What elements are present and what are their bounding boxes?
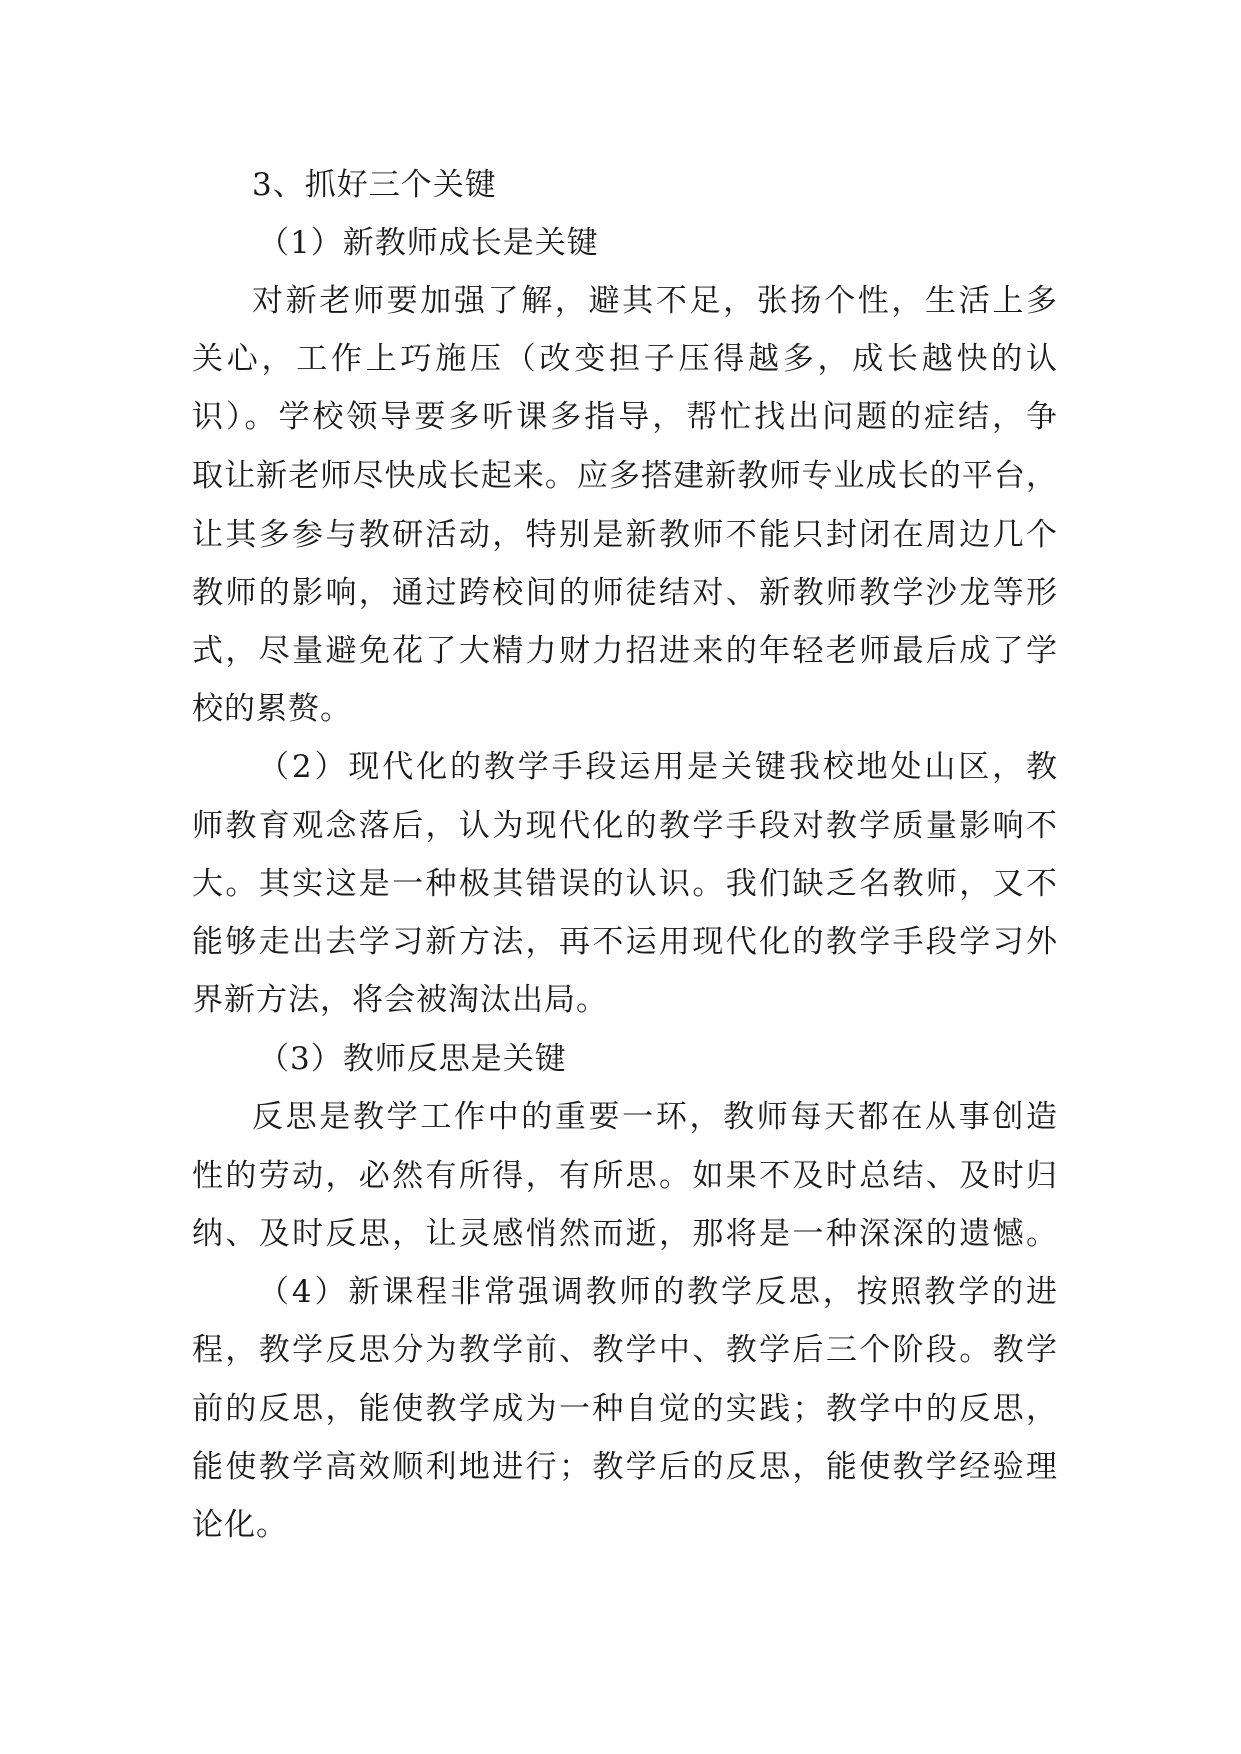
paragraph-1-line-5: 让其多参与教研活动，特别是新教师不能只封闭在周边几个 [192, 517, 1058, 553]
paragraph-1-line-2: 关心，工作上巧施压（改变担子压得越多，成长越快的认 [192, 341, 1058, 377]
paragraph-1-line-8: 校的累赘。 [192, 691, 352, 727]
paragraph-4-line-2: 程，教学反思分为教学前、教学中、教学后三个阶段。教学 [192, 1332, 1058, 1368]
paragraph-1-line-7: 式，尽量避免花了大精力财力招进来的年轻老师最后成了学 [192, 633, 1058, 669]
paragraph-4-line-4: 能使教学高效顺利地进行；教学后的反思，能使教学经验理 [192, 1449, 1058, 1485]
subsection-heading-3: （3）教师反思是关键 [258, 1041, 567, 1077]
paragraph-2-line-1: （2）现代化的教学手段运用是关键我校地处山区，教 [258, 749, 1058, 785]
paragraph-2-line-4: 能够走出去学习新方法，再不运用现代化的教学手段学习外 [192, 924, 1058, 960]
paragraph-3-line-3: 纳、及时反思，让灵感悄然而逝，那将是一种深深的遗憾。 [192, 1216, 1058, 1252]
paragraph-1-line-1: 对新老师要加强了解，避其不足，张扬个性，生活上多 [252, 283, 1058, 319]
paragraph-1-line-6: 教师的影响，通过跨校间的师徒结对、新教师教学沙龙等形 [192, 575, 1058, 611]
paragraph-3-line-2: 性的劳动，必然有所得，有所思。如果不及时总结、及时归 [192, 1158, 1058, 1194]
paragraph-4-line-1: （4）新课程非常强调教师的教学反思，按照教学的进 [258, 1274, 1058, 1310]
section-heading: 3、抓好三个关键 [252, 167, 497, 203]
paragraph-2-line-3: 大。其实这是一种极其错误的认识。我们缺乏名教师，又不 [192, 866, 1058, 902]
paragraph-2-line-2: 师教育观念落后，认为现代化的教学手段对教学质量影响不 [192, 808, 1058, 844]
paragraph-4-line-3: 前的反思，能使教学成为一种自觉的实践；教学中的反思， [192, 1391, 1058, 1427]
paragraph-2-line-5: 界新方法，将会被淘汰出局。 [192, 982, 608, 1018]
paragraph-1-line-3: 识）。学校领导要多听课多指导，帮忙找出问题的症结，争 [192, 399, 1058, 435]
paragraph-1-line-4: 取让新老师尽快成长起来。应多搭建新教师专业成长的平台， [192, 458, 1058, 494]
subsection-heading-1: （1）新教师成长是关键 [258, 225, 599, 261]
paragraph-4-line-5: 论化。 [192, 1507, 288, 1543]
paragraph-3-line-1: 反思是教学工作中的重要一环，教师每天都在从事创造 [252, 1099, 1058, 1135]
